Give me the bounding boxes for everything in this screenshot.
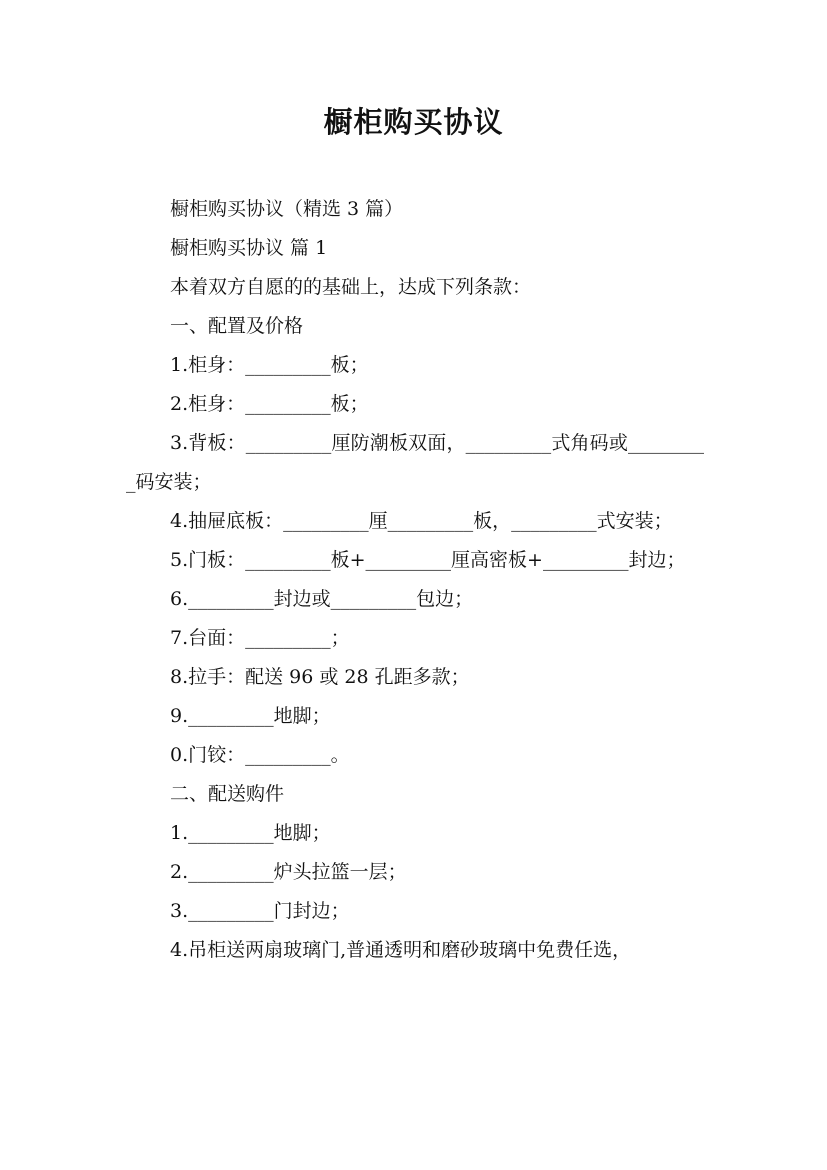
- paragraph-item: 0.门铰：_________。: [170, 744, 350, 766]
- paragraph-item: 5.门板：_________板+_________厘高密板+_________封边；: [170, 549, 686, 571]
- paragraph-intro: 本着双方自愿的的基础上，达成下列条款：: [170, 276, 532, 298]
- paragraph-item: 2._________炉头拉篮一层；: [170, 861, 407, 883]
- paragraph-item: 1.柜身：_________板；: [170, 354, 369, 376]
- document-title: 橱柜购买协议: [323, 105, 504, 139]
- paragraph-item: 9._________地脚；: [170, 705, 331, 727]
- paragraph-item: 8.拉手：配送 96 或 28 孔距多款；: [170, 666, 470, 688]
- paragraph-item: 6._________封边或_________包边；: [170, 588, 474, 610]
- paragraph-section-heading: 橱柜购买协议 篇 1: [170, 237, 328, 259]
- document-body: [126, 190, 704, 970]
- paragraph-subtitle: 橱柜购买协议（精选 3 篇）: [170, 198, 404, 220]
- paragraph-item: 7.台面：_________；: [170, 627, 350, 649]
- paragraph-item: 1._________地脚；: [170, 822, 331, 844]
- paragraph-item: 4.吊柜送两扇玻璃门,普通透明和磨砂玻璃中免费任选，: [170, 939, 632, 961]
- paragraph-item: 3._________门封边；: [170, 900, 350, 922]
- paragraph-heading-config: 一、配置及价格: [170, 315, 304, 337]
- paragraph-item: 4.抽屉底板：_________厘_________板，_________式安装；: [170, 510, 673, 532]
- paragraph-item: 3.背板：_________厘防潮板双面，_________式角码或_________码安装；: [126, 432, 704, 493]
- paragraph-item: 2.柜身：_________板；: [170, 393, 369, 415]
- paragraph-heading-parts: 二、配送购件: [170, 783, 285, 805]
